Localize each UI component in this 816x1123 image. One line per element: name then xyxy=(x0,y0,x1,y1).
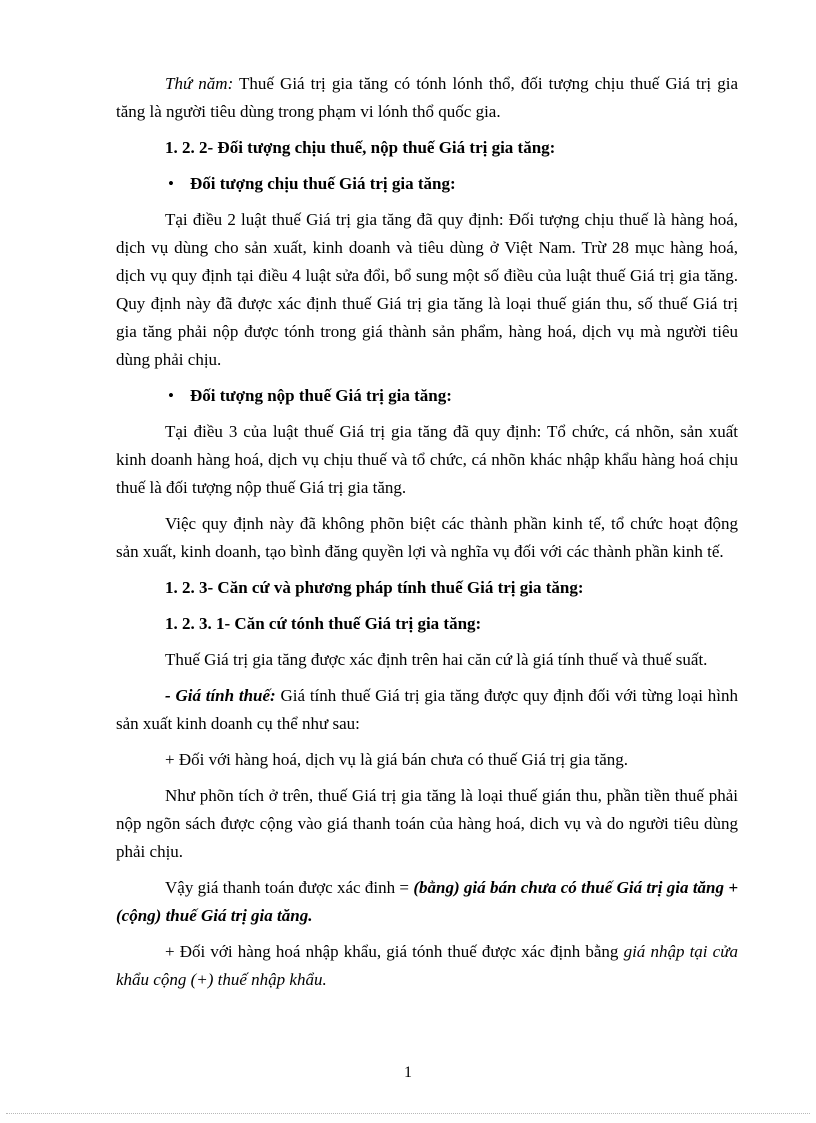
paragraph-text: Vậy giá thanh toán được xác đinh = xyxy=(165,878,414,897)
section-heading-1-2-3: 1. 2. 3- Căn cứ và phương pháp tính thuế Giá trị gia tăng: xyxy=(165,578,584,597)
paragraph-lead-italic: Thứ năm: xyxy=(165,74,234,93)
paragraph-payment-price xyxy=(116,874,738,930)
paragraph-text: Giá tính thuế Giá trị gia tăng được quy định đối với từng loại hình sản xuất kinh doanh cụ thể như sau: xyxy=(116,686,738,733)
paragraph-imported-goods xyxy=(116,938,738,994)
section-heading-1-2-3-1: 1. 2. 3. 1- Căn cứ tónh thuế Giá trị gia tăng: xyxy=(165,614,482,633)
section-heading-1-2-2: 1. 2. 2- Đối tượng chịu thuế, nộp thuế Giá trị gia tăng: xyxy=(165,138,556,157)
paragraph-goods-services-price: + Đối với hàng hoá, dịch vụ là giá bán chưa có thuế Giá trị gia tăng. xyxy=(165,750,629,769)
bullet-icon: • xyxy=(168,386,174,405)
bullet-heading-text: Đối tượng chịu thuế Giá trị gia tăng: xyxy=(190,174,456,193)
paragraph-article-3: Tại điều 3 của luật thuế Giá trị gia tăng đã quy định: Tổ chức, cá nhõn, sản xuất kinh doanh hàng hoá, dịch vụ chịu thuế và tổ chức, cá nhõn khác nhập khẩu hàng hoá chịu thuế là đối tượng nộp thuế Giá trị gia tăng. xyxy=(116,422,738,497)
page-number: 1 xyxy=(404,1064,412,1081)
paragraph-emphasis: (bằng) giá bán chưa có thuế Giá trị gia tăng + (cộng) thuế Giá trị gia tăng. xyxy=(116,878,739,925)
bullet-heading-text: Đối tượng nộp thuế Giá trị gia tăng: xyxy=(190,386,452,405)
paragraph-indirect-tax: Như phõn tích ở trên, thuế Giá trị gia tăng là loại thuế gián thu, phần tiền thuế phải nộp ngõn sách được cộng vào giá thanh toán của hàng hoá, dich vụ và do người tiêu dùng phải chịu. xyxy=(116,786,738,861)
bullet-heading-taxable-objects xyxy=(116,170,738,198)
bullet-heading-taxpayers xyxy=(116,382,738,410)
paragraph-lead-bold-italic: - Giá tính thuế: xyxy=(165,686,276,705)
paragraph-tax-price xyxy=(116,682,738,738)
paragraph-text: Thuế Giá trị gia tăng có tónh lónh thổ, đối tượng chịu thuế Giá trị gia tăng là người tiêu dùng trong phạm vi lónh thổ quốc gia. xyxy=(116,74,738,121)
paragraph-text: + Đối với hàng hoá nhập khẩu, giá tónh thuế được xác định bằng xyxy=(165,942,624,961)
paragraph-two-bases: Thuế Giá trị gia tăng được xác định trên hai căn cứ là giá tính thuế và thuế suất. xyxy=(165,650,708,669)
paragraph-emphasis-italic: giá nhập tại cửa khẩu cộng (+) thuế nhập khẩu. xyxy=(116,942,738,989)
page-bottom-divider xyxy=(6,1113,810,1114)
paragraph-thu-nam xyxy=(116,70,738,126)
paragraph-article-2: Tại điều 2 luật thuế Giá trị gia tăng đã quy định: Đối tượng chịu thuế là hàng hoá, dịch vụ dùng cho sản xuất, kinh doanh và tiêu dùng ở Việt Nam. Trừ 28 mục hàng hoá, dịch vụ quy định tại điều 4 luật sửa đổi, bổ sung một số điều của luật thuế Giá trị gia tăng. Quy định này đã được xác định thuế Giá trị gia tăng là loại thuế gián thu, số thuế Giá trị gia tăng phải nộp được tónh trong giá thành sản phẩm, hàng hoá, dịch vụ mà người tiêu dùng phải chịu. xyxy=(116,210,738,369)
bullet-icon: • xyxy=(168,174,174,193)
paragraph-regulation-equality: Việc quy định này đã không phõn biệt các thành phần kinh tế, tổ chức hoạt động sản xuất, kinh doanh, tạo bình đăng quyền lợi và nghĩa vụ đối với các thành phần kinh tế. xyxy=(116,514,738,561)
